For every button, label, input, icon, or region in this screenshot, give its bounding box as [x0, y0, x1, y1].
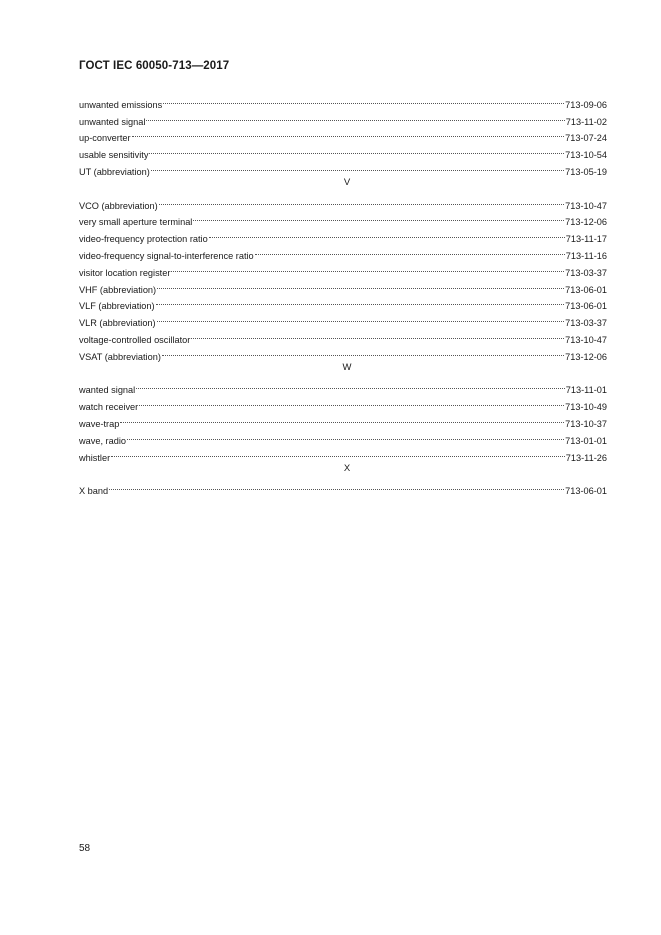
entry-term: X band: [79, 486, 109, 497]
entry-term: wanted signal: [79, 385, 136, 396]
dot-leader: [145, 108, 565, 125]
entry-reference: 713-12-06: [565, 217, 607, 228]
entry-term: VSAT (abbreviation): [79, 351, 161, 362]
entry-reference: 713-10-37: [565, 418, 607, 429]
entry-reference: 713-10-49: [565, 402, 607, 413]
dot-leader: [108, 477, 565, 494]
index-entry: [79, 192, 607, 209]
entry-term: wave, radio: [79, 435, 126, 446]
entry-reference: 713-07-24: [565, 133, 607, 144]
entry-reference: 713-10-47: [565, 334, 607, 345]
entry-term: video-frequency protection ratio: [79, 234, 208, 245]
index-entry: [79, 158, 607, 175]
dot-leader: [126, 427, 565, 444]
entry-term: watch receiver: [79, 402, 139, 413]
entry-term: VHF (abbreviation): [79, 284, 157, 295]
index-entry: [79, 444, 607, 461]
dot-leader: [170, 259, 565, 276]
entry-term: VCO (abbreviation): [79, 200, 158, 211]
dot-leader: [158, 192, 565, 209]
index-entry: [79, 276, 607, 293]
entry-term: unwanted signal: [79, 116, 146, 127]
index-entry: [79, 326, 607, 343]
index-entry: [79, 141, 607, 161]
entry-reference: 713-06-01: [565, 301, 607, 312]
dot-leader: [148, 141, 565, 158]
entry-reference: 713-11-02: [565, 116, 607, 127]
entry-reference: 713-09-06: [565, 99, 607, 110]
index-entry: [79, 108, 607, 125]
dot-leader: [150, 158, 565, 175]
index-entry: [79, 477, 607, 497]
dot-leader: [155, 293, 566, 310]
document-header: ГОСТ IEC 60050-713—2017: [79, 60, 230, 72]
dot-leader: [254, 242, 566, 259]
entry-term: voltage-controlled oscillator: [79, 334, 191, 345]
dot-leader: [161, 343, 565, 360]
entry-term: video-frequency signal-to-interference ratio: [79, 250, 254, 261]
dot-leader: [156, 309, 566, 326]
index-entry: [79, 393, 607, 413]
dot-leader: [162, 91, 565, 108]
entry-term: UT (abbreviation): [79, 166, 150, 177]
term-index: [79, 91, 607, 497]
section-letter: V: [343, 176, 351, 188]
index-entry: [79, 209, 607, 226]
dot-leader: [192, 209, 565, 226]
entry-reference: 713-06-01: [565, 284, 607, 295]
entry-reference: 713-06-01: [565, 486, 607, 497]
entry-reference: 713-11-01: [565, 385, 607, 396]
section-letter: X: [343, 462, 351, 474]
index-entry: [79, 410, 607, 427]
dot-leader: [135, 377, 566, 394]
index-entry: [79, 125, 607, 142]
entry-term: visitor location register: [79, 267, 171, 278]
dot-leader: [190, 326, 565, 343]
dot-leader: [138, 393, 565, 410]
index-entry: [79, 91, 607, 108]
entry-term: wave-trap: [79, 418, 120, 429]
entry-reference: 713-05-19: [565, 166, 607, 177]
entry-term: unwanted emissions: [79, 99, 163, 110]
entry-reference: 713-11-16: [565, 250, 607, 261]
entry-term: up-converter: [79, 133, 131, 144]
entry-reference: 713-10-54: [565, 150, 607, 161]
entry-reference: 713-11-26: [565, 452, 607, 463]
dot-leader: [110, 444, 566, 461]
entry-reference: 713-03-37: [565, 318, 607, 329]
index-entry: [79, 377, 607, 394]
entry-reference: 713-03-37: [565, 267, 607, 278]
entry-term: whistler: [79, 452, 111, 463]
entry-reference: 713-12-06: [565, 351, 607, 362]
section-letter: W: [342, 361, 352, 373]
page-number: 58: [79, 843, 91, 854]
entry-reference: 713-01-01: [565, 435, 607, 446]
entry-term: very small aperture terminal: [79, 217, 193, 228]
index-entry: [79, 309, 607, 329]
entry-term: VLF (abbreviation): [79, 301, 155, 312]
index-entry: [79, 293, 607, 310]
entry-reference: 713-11-17: [565, 234, 607, 245]
dot-leader: [131, 125, 566, 142]
entry-reference: 713-10-47: [565, 200, 607, 211]
dot-leader: [208, 225, 566, 242]
dot-leader: [156, 276, 565, 293]
dot-leader: [119, 410, 565, 427]
entry-term: usable sensitivity: [79, 150, 149, 161]
index-entry: [79, 427, 607, 444]
entry-term: VLR (abbreviation): [79, 318, 156, 329]
